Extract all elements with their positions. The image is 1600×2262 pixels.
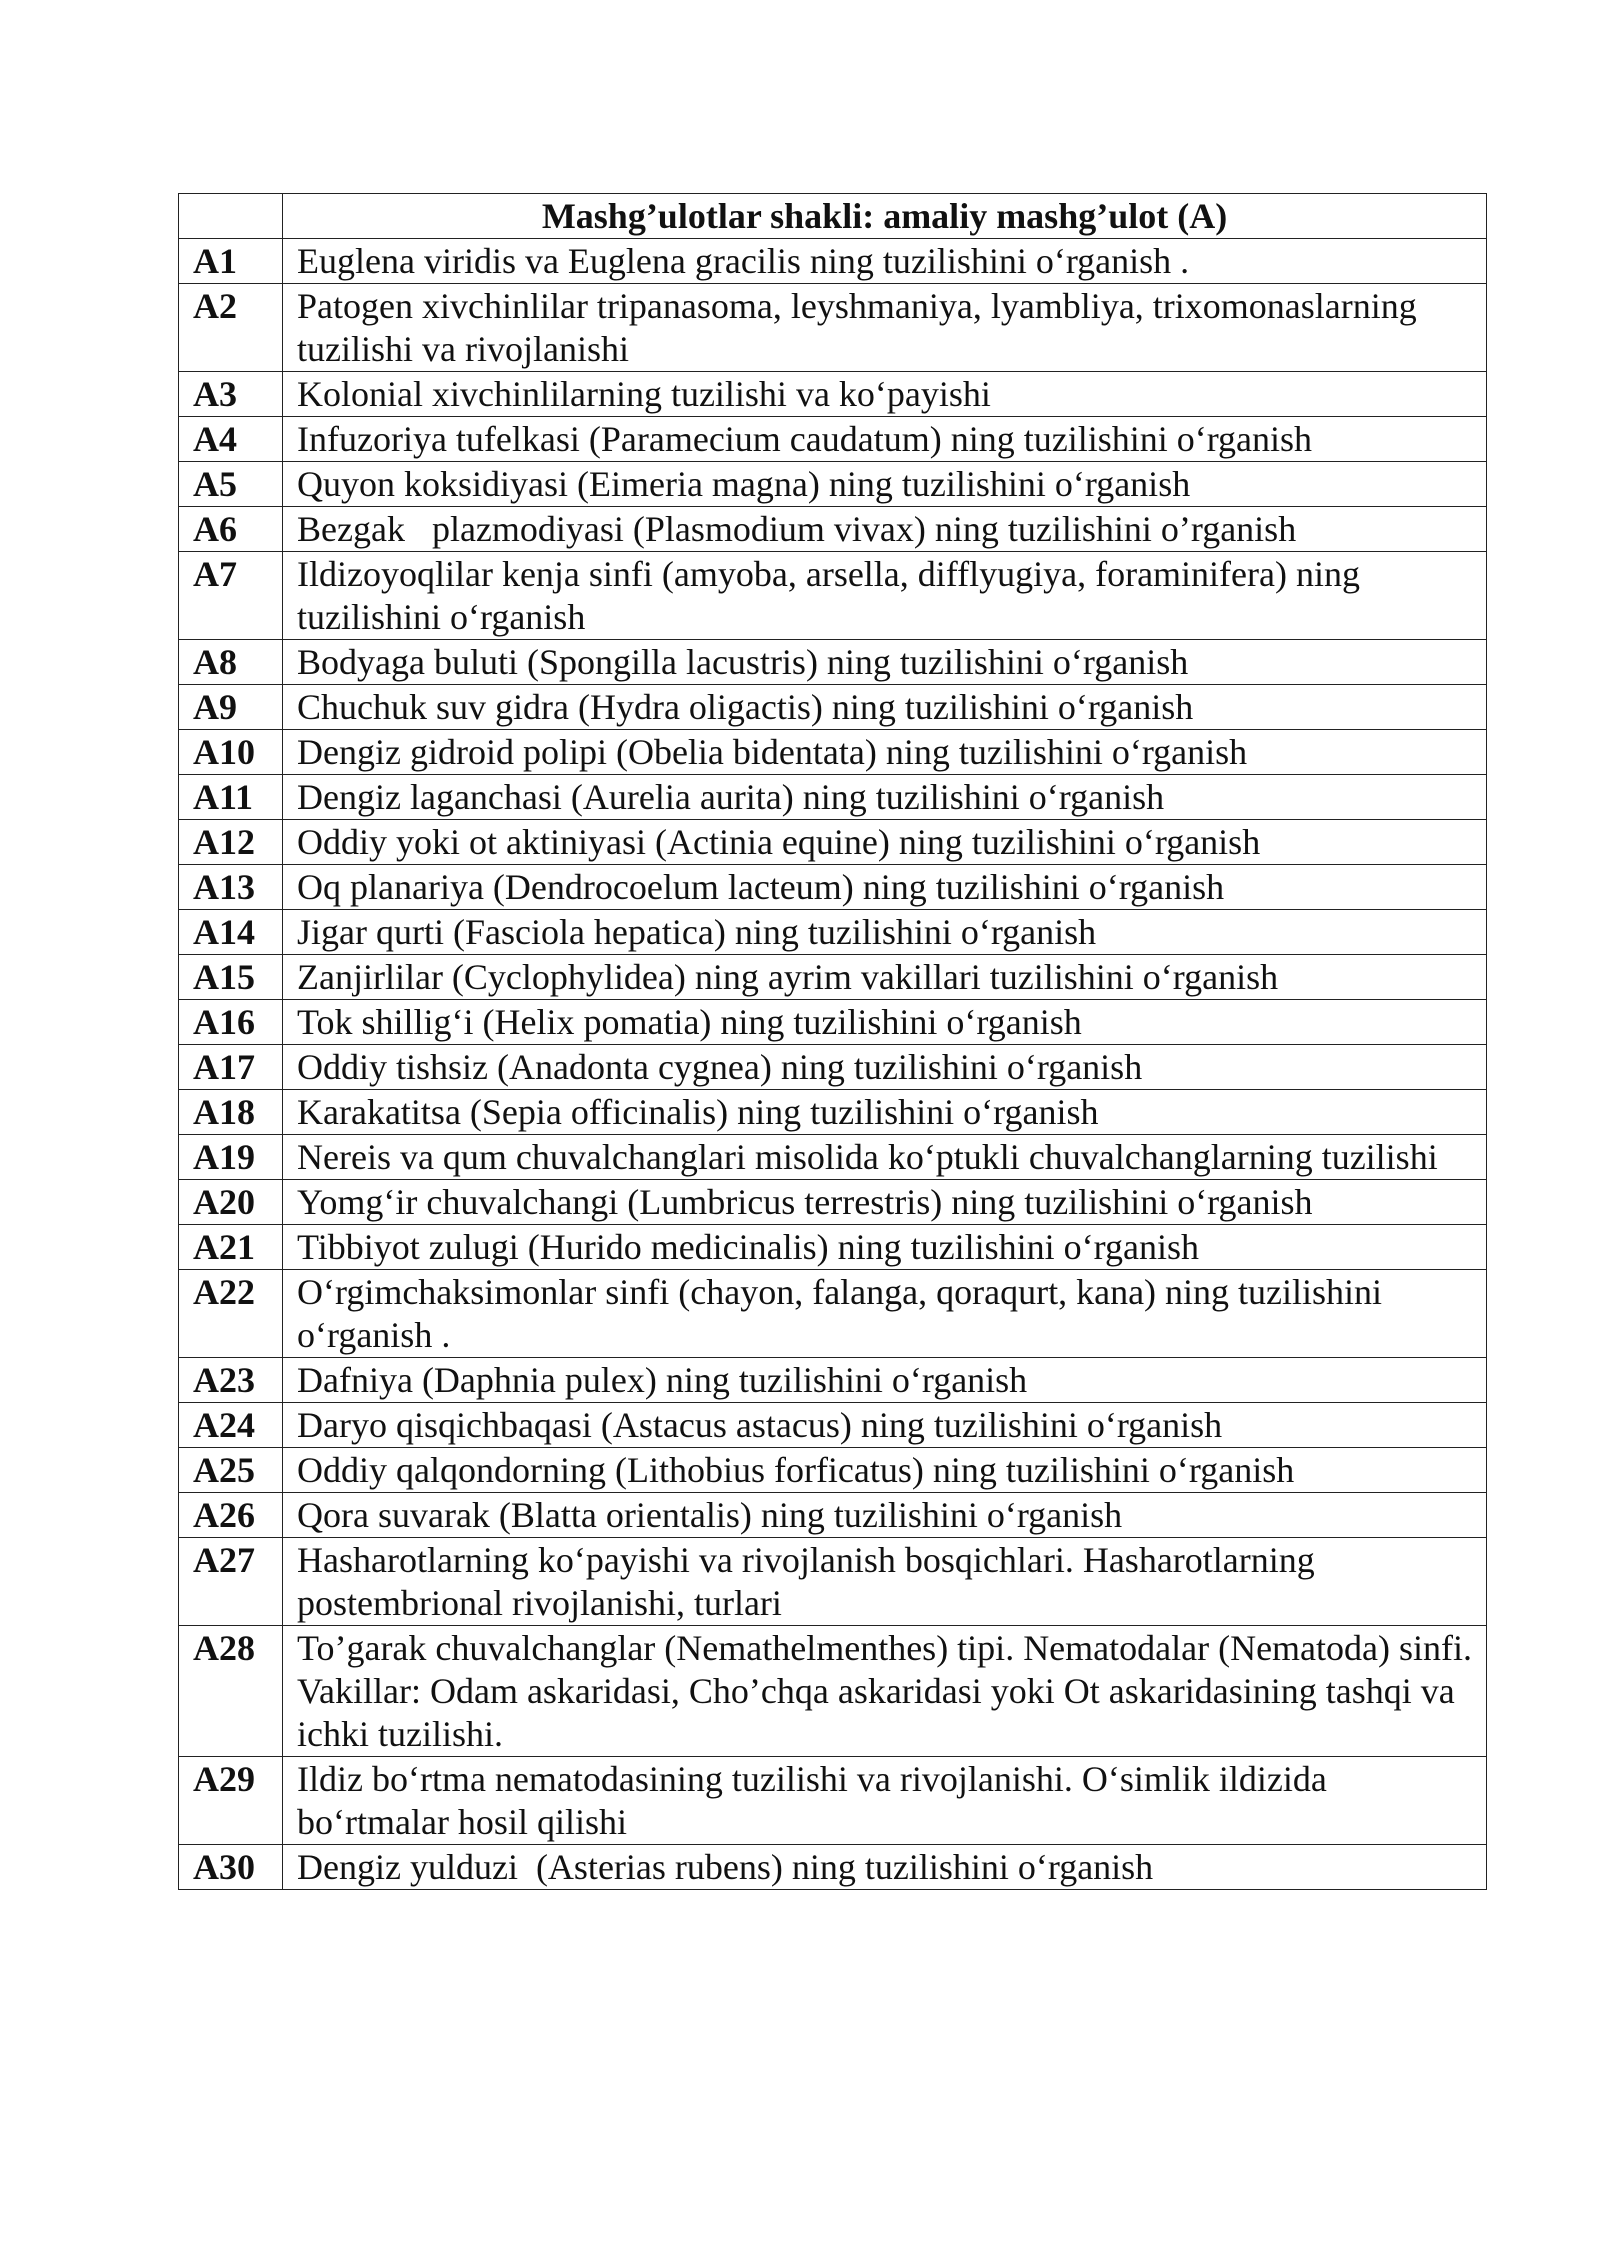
- document-page: [178, 193, 1486, 1890]
- table-row: [179, 552, 1487, 640]
- table-row: [179, 239, 1487, 284]
- table-row: [179, 1626, 1487, 1757]
- table-row: [179, 640, 1487, 685]
- lesson-topic: Dengiz yulduzi (Asterias rubens) ning tuzilishini o‘rganish: [283, 1845, 1487, 1890]
- table-row: [179, 1538, 1487, 1626]
- lesson-code: A20: [179, 1180, 283, 1225]
- lessons-table: [178, 193, 1487, 1890]
- table-row: [179, 507, 1487, 552]
- table-row: [179, 1493, 1487, 1538]
- lesson-topic: Kolonial xivchinlilarning tuzilishi va ko‘payishi: [283, 372, 1487, 417]
- table-row: [179, 1090, 1487, 1135]
- lesson-topic: Oddiy tishsiz (Anadonta cygnea) ning tuzilishini o‘rganish: [283, 1045, 1487, 1090]
- lesson-code: A11: [179, 775, 283, 820]
- lesson-topic: Oq planariya (Dendrocoelum lacteum) ning tuzilishini o‘rganish: [283, 865, 1487, 910]
- lesson-topic: Euglena viridis va Euglena gracilis ning tuzilishini o‘rganish .: [283, 239, 1487, 284]
- table-row: [179, 1358, 1487, 1403]
- lesson-code: A13: [179, 865, 283, 910]
- lesson-topic: Dafniya (Daphnia pulex) ning tuzilishini o‘rganish: [283, 1358, 1487, 1403]
- table-row: [179, 685, 1487, 730]
- lesson-topic: Bezgak plazmodiyasi (Plasmodium vivax) ning tuzilishini o’rganish: [283, 507, 1487, 552]
- lesson-topic: Karakatitsa (Sepia officinalis) ning tuzilishini o‘rganish: [283, 1090, 1487, 1135]
- table-row: [179, 775, 1487, 820]
- lesson-code: A5: [179, 462, 283, 507]
- lesson-topic: Tok shillig‘i (Helix pomatia) ning tuzilishini o‘rganish: [283, 1000, 1487, 1045]
- lesson-topic: O‘rgimchaksimonlar sinfi (chayon, falanga, qoraqurt, kana) ning tuzilishini o‘rganish .: [283, 1270, 1487, 1358]
- table-row: [179, 730, 1487, 775]
- lesson-code: A16: [179, 1000, 283, 1045]
- lesson-topic: Hasharotlarning ko‘payishi va rivojlanish bosqichlari. Hasharotlarning postembrional rivojlanishi, turlari: [283, 1538, 1487, 1626]
- lesson-code: A18: [179, 1090, 283, 1135]
- table-row: [179, 1000, 1487, 1045]
- table-body: [179, 239, 1487, 1890]
- lesson-topic: Bodyaga buluti (Spongilla lacustris) ning tuzilishini o‘rganish: [283, 640, 1487, 685]
- table-row: [179, 462, 1487, 507]
- lesson-code: A25: [179, 1448, 283, 1493]
- lesson-code: A14: [179, 910, 283, 955]
- lesson-topic: Nereis va qum chuvalchanglari misolida ko‘ptukli chuvalchanglarning tuzilishi: [283, 1135, 1487, 1180]
- lesson-code: A1: [179, 239, 283, 284]
- lesson-code: A6: [179, 507, 283, 552]
- table-row: [179, 955, 1487, 1000]
- lesson-topic: Daryo qisqichbaqasi (Astacus astacus) ning tuzilishini o‘rganish: [283, 1403, 1487, 1448]
- lesson-topic: Oddiy yoki ot aktiniyasi (Actinia equine) ning tuzilishini o‘rganish: [283, 820, 1487, 865]
- lesson-topic: Yomg‘ir chuvalchangi (Lumbricus terrestris) ning tuzilishini o‘rganish: [283, 1180, 1487, 1225]
- lesson-topic: To’garak chuvalchanglar (Nemathelmenthes) tipi. Nematodalar (Nematoda) sinfi. Vakillar: Odam askaridasi, Cho’chqa askaridasi yoki Ot askaridasining tashqi va ichki tuzilishi.: [283, 1626, 1487, 1757]
- table-row: [179, 1448, 1487, 1493]
- lesson-code: A10: [179, 730, 283, 775]
- lesson-topic: Zanjirlilar (Cyclophylidea) ning ayrim vakillari tuzilishini o‘rganish: [283, 955, 1487, 1000]
- lesson-code: A22: [179, 1270, 283, 1358]
- table-row: [179, 1225, 1487, 1270]
- table-row: [179, 865, 1487, 910]
- table-row: [179, 284, 1487, 372]
- lesson-code: A23: [179, 1358, 283, 1403]
- lesson-topic: Chuchuk suv gidra (Hydra oligactis) ning tuzilishini o‘rganish: [283, 685, 1487, 730]
- lesson-topic: Patogen xivchinlilar tripanasoma, leyshmaniya, lyambliya, trixomonaslarning tuzilishi va rivojlanishi: [283, 284, 1487, 372]
- lesson-code: A29: [179, 1757, 283, 1845]
- lesson-code: A12: [179, 820, 283, 865]
- lesson-code: A21: [179, 1225, 283, 1270]
- lesson-topic: Quyon koksidiyasi (Eimeria magna) ning tuzilishini o‘rganish: [283, 462, 1487, 507]
- lesson-code: A4: [179, 417, 283, 462]
- table-row: [179, 1403, 1487, 1448]
- table-header-title: Mashg’ulotlar shakli: amaliy mashg’ulot (A): [283, 194, 1487, 239]
- lesson-code: A27: [179, 1538, 283, 1626]
- lesson-code: A2: [179, 284, 283, 372]
- lesson-code: A24: [179, 1403, 283, 1448]
- table-row: [179, 1045, 1487, 1090]
- lesson-topic: Ildiz bo‘rtma nematodasining tuzilishi va rivojlanishi. O‘simlik ildizida bo‘rtmalar hosil qilishi: [283, 1757, 1487, 1845]
- table-row: [179, 1845, 1487, 1890]
- table-row: [179, 1757, 1487, 1845]
- table-header-row: [179, 194, 1487, 239]
- table-row: [179, 910, 1487, 955]
- lesson-code: A28: [179, 1626, 283, 1757]
- lesson-topic: Infuzoriya tufelkasi (Paramecium caudatum) ning tuzilishini o‘rganish: [283, 417, 1487, 462]
- table-row: [179, 1135, 1487, 1180]
- lesson-code: A17: [179, 1045, 283, 1090]
- table-row: [179, 372, 1487, 417]
- table-row: [179, 1270, 1487, 1358]
- lesson-topic: Dengiz gidroid polipi (Obelia bidentata) ning tuzilishini o‘rganish: [283, 730, 1487, 775]
- table-row: [179, 820, 1487, 865]
- lesson-code: A9: [179, 685, 283, 730]
- lesson-topic: Oddiy qalqondorning (Lithobius forficatus) ning tuzilishini o‘rganish: [283, 1448, 1487, 1493]
- lesson-code: A19: [179, 1135, 283, 1180]
- lesson-code: A8: [179, 640, 283, 685]
- lesson-code: A15: [179, 955, 283, 1000]
- lesson-code: A26: [179, 1493, 283, 1538]
- lesson-code: A30: [179, 1845, 283, 1890]
- table-row: [179, 1180, 1487, 1225]
- lesson-code: A3: [179, 372, 283, 417]
- lesson-topic: Jigar qurti (Fasciola hepatica) ning tuzilishini o‘rganish: [283, 910, 1487, 955]
- table-row: [179, 417, 1487, 462]
- table-header-empty-cell: [179, 194, 283, 239]
- lesson-code: A7: [179, 552, 283, 640]
- lesson-topic: Tibbiyot zulugi (Hurido medicinalis) ning tuzilishini o‘rganish: [283, 1225, 1487, 1270]
- lesson-topic: Dengiz laganchasi (Aurelia aurita) ning tuzilishini o‘rganish: [283, 775, 1487, 820]
- lesson-topic: Qora suvarak (Blatta orientalis) ning tuzilishini o‘rganish: [283, 1493, 1487, 1538]
- lesson-topic: Ildizoyoqlilar kenja sinfi (amyoba, arsella, difflyugiya, foraminifera) ning tuzilishini o‘rganish: [283, 552, 1487, 640]
